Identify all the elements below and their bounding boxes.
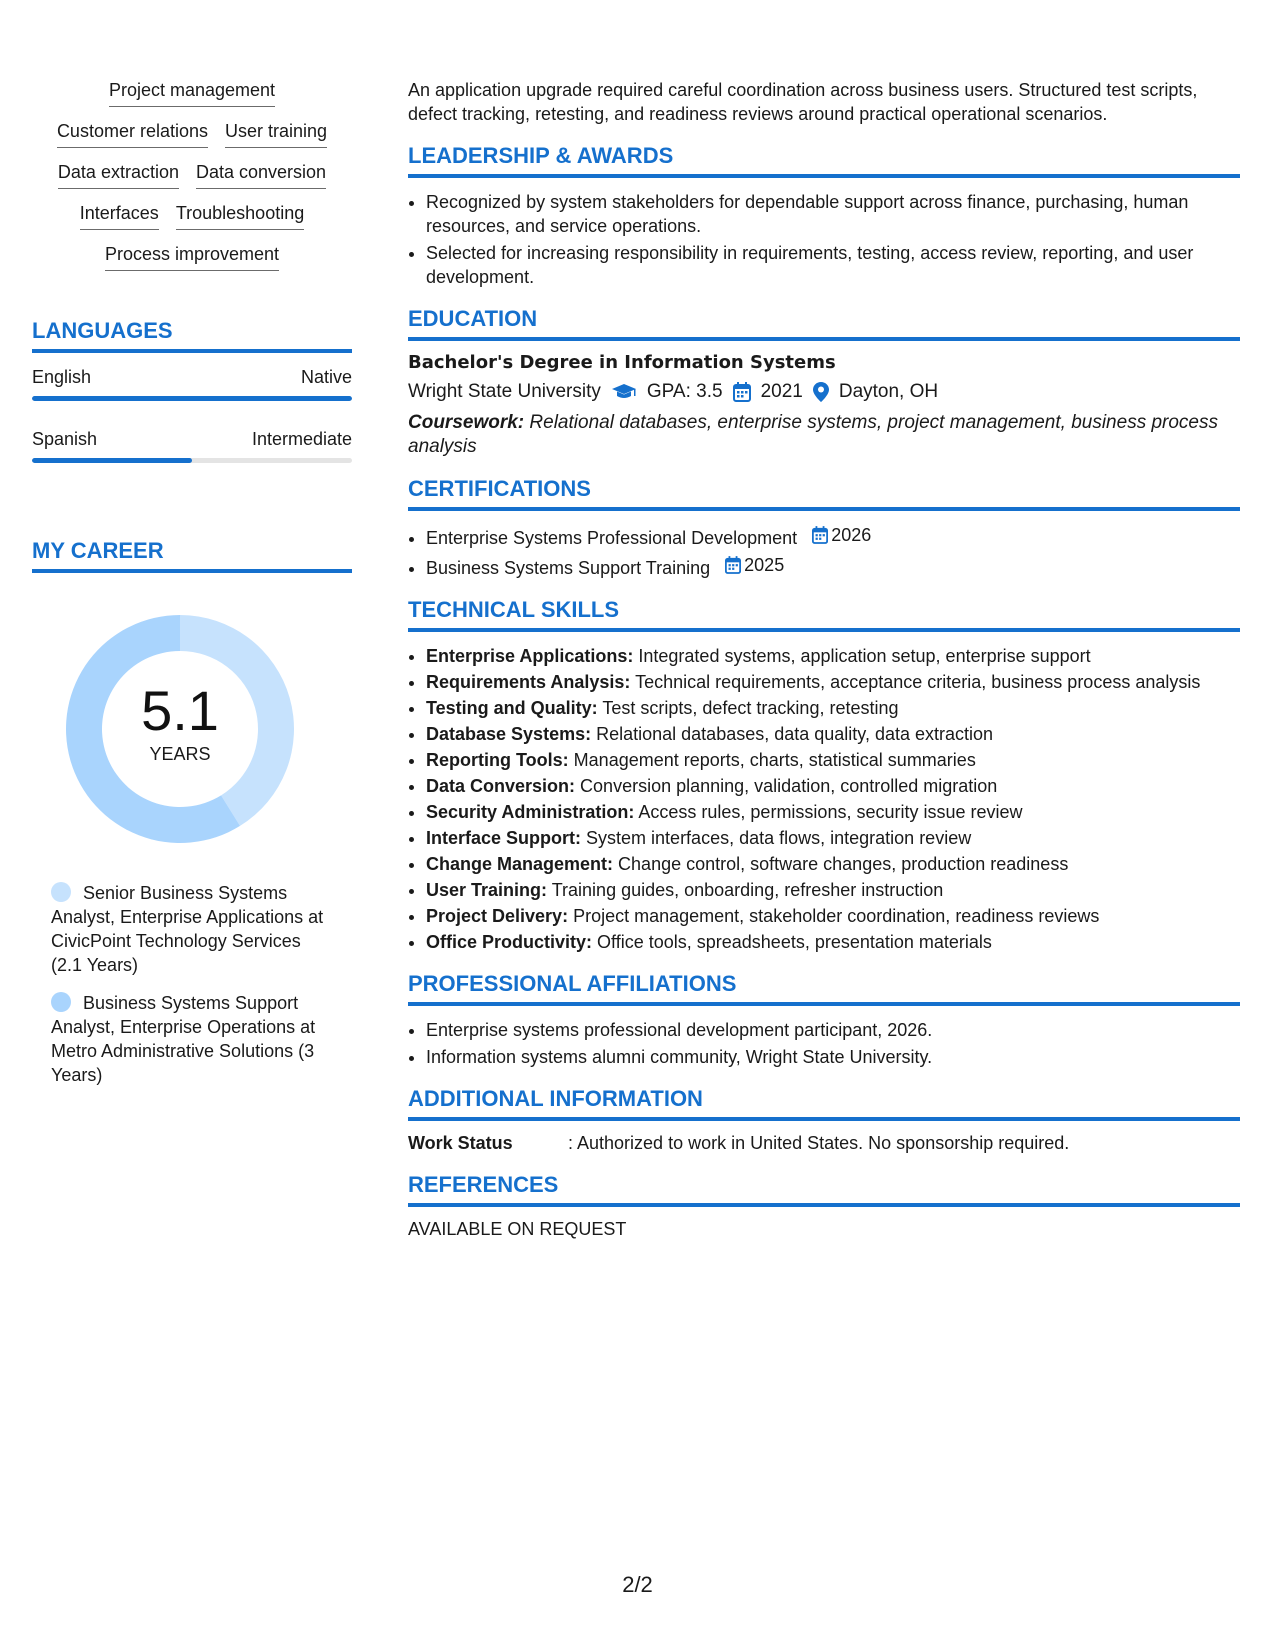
language-bar-fill xyxy=(32,458,192,463)
education-meta xyxy=(408,379,1240,405)
language-bar-fill xyxy=(32,396,352,401)
skill-chip: Data extraction xyxy=(58,160,179,189)
leadership-list xyxy=(408,190,1240,289)
certification-name: Enterprise Systems Professional Development xyxy=(426,528,798,548)
skill-item xyxy=(426,774,1240,798)
certification-name: Business Systems Support Training xyxy=(426,558,711,578)
skill-label: Interface Support: xyxy=(426,828,582,848)
certification-item xyxy=(426,553,1240,580)
skill-label: Data Conversion: xyxy=(426,776,576,796)
graduation-year: 2021 xyxy=(760,381,803,402)
coursework-text: Relational databases, enterprise systems, project management, business process analysis xyxy=(408,412,1218,457)
calendar-icon xyxy=(812,526,828,544)
chip-row xyxy=(58,160,326,189)
career-total: 5.1 xyxy=(141,679,219,742)
language-level: Native xyxy=(300,367,352,387)
career-donut xyxy=(66,615,294,843)
chip-row xyxy=(57,119,327,148)
skill-label: Enterprise Applications: xyxy=(426,646,634,666)
languages-title: LANGUAGES xyxy=(32,317,352,353)
skill-label: Project Delivery: xyxy=(426,906,569,926)
graduation-cap-icon xyxy=(611,383,637,401)
school: Wright State University xyxy=(408,381,601,402)
skill-text: Training guides, onboarding, refresher instruction xyxy=(551,880,944,900)
leadership-title: LEADERSHIP & AWARDS xyxy=(408,142,1240,178)
certification-item xyxy=(426,523,1240,550)
skill-label: Security Administration: xyxy=(426,802,635,822)
language-name: English xyxy=(32,367,92,387)
skill-chip: Customer relations xyxy=(57,119,208,148)
references-text: AVAILABLE ON REQUEST xyxy=(408,1219,627,1239)
skill-text: System interfaces, data flows, integration review xyxy=(586,828,972,848)
skill-text: Conversion planning, validation, controlled migration xyxy=(580,776,998,796)
location-pin-icon xyxy=(813,382,829,402)
skill-chip: Interfaces xyxy=(80,201,159,230)
skill-label: Testing and Quality: xyxy=(426,698,598,718)
language-bar xyxy=(32,396,352,401)
skill-text: Access rules, permissions, security issue review xyxy=(638,802,1023,822)
skill-item xyxy=(426,930,1240,954)
gpa: GPA: 3.5 xyxy=(646,381,723,402)
skill-item xyxy=(426,696,1240,720)
affiliations-list xyxy=(408,1018,1240,1069)
technical-skills-section xyxy=(408,596,1240,954)
legend-dot xyxy=(51,992,71,1012)
skill-text: Office tools, spreadsheets, presentation materials xyxy=(597,932,992,952)
skill-label: Reporting Tools: xyxy=(426,750,569,770)
list-item: • Selected for increasing responsibility in requirements, testing, access review, reporting, and user development. xyxy=(426,241,1240,289)
education-section xyxy=(408,305,1240,459)
skill-item xyxy=(426,904,1240,928)
skill-label: Requirements Analysis: xyxy=(426,672,631,692)
skill-item xyxy=(426,878,1240,902)
skill-chip: Data conversion xyxy=(196,160,326,189)
additional-info-title: ADDITIONAL INFORMATION xyxy=(408,1085,1240,1121)
technical-skills-title: TECHNICAL SKILLS xyxy=(408,596,1240,632)
donut-center xyxy=(66,681,294,765)
page-number: 2/2 xyxy=(622,1572,653,1597)
skill-chips xyxy=(32,78,352,271)
legend-item xyxy=(51,881,331,977)
language-level: Intermediate xyxy=(251,429,352,449)
language-bar xyxy=(32,458,352,463)
additional-info-section xyxy=(408,1085,1240,1155)
skill-text: Technical requirements, acceptance criteria, business process analysis xyxy=(635,672,1201,692)
leadership-section xyxy=(408,142,1240,289)
career-title: MY CAREER xyxy=(32,537,352,573)
skill-item xyxy=(426,826,1240,850)
legend-dot xyxy=(51,882,71,902)
location: Dayton, OH xyxy=(838,381,939,402)
calendar-icon xyxy=(725,556,741,574)
skill-label: Database Systems: xyxy=(426,724,592,744)
chip-row xyxy=(105,242,279,271)
technical-skills-list xyxy=(408,644,1240,954)
list-item: • Recognized by system stakeholders for dependable support across finance, purchasing, human resources, and service operations. xyxy=(426,190,1240,238)
calendar-icon xyxy=(733,382,751,402)
skill-chip: User training xyxy=(225,119,327,148)
skill-text: Project management, stakeholder coordination, readiness reviews xyxy=(573,906,1100,926)
career-unit: YEARS xyxy=(149,744,211,764)
career-legend xyxy=(51,881,331,1087)
skill-text: Relational databases, data quality, data extraction xyxy=(596,724,994,744)
chip-row xyxy=(80,201,304,230)
work-status-row xyxy=(408,1131,1240,1155)
skill-label: Change Management: xyxy=(426,854,614,874)
legend-label: Business Systems Support Analyst, Enterprise Operations at Metro Administrative Solutions (3 Years) xyxy=(51,993,316,1085)
language-item xyxy=(32,365,352,401)
certification-date xyxy=(725,553,784,577)
skill-item xyxy=(426,722,1240,746)
right-column xyxy=(408,78,1240,1257)
affiliations-section xyxy=(408,970,1240,1069)
certification-year: 2026 xyxy=(831,525,872,545)
skill-chip: Troubleshooting xyxy=(176,201,304,230)
certifications-list xyxy=(408,523,1240,580)
list-item: • Enterprise systems professional development participant, 2026. xyxy=(426,1018,1240,1042)
certifications-section xyxy=(408,475,1240,580)
work-status-label: Work Status xyxy=(408,1133,513,1153)
skill-item xyxy=(426,800,1240,824)
skill-text: Test scripts, defect tracking, retesting xyxy=(602,698,899,718)
language-name: Spanish xyxy=(32,429,98,449)
references-section xyxy=(408,1171,1240,1241)
skill-text: Integrated systems, application setup, enterprise support xyxy=(638,646,1091,666)
skill-text: Management reports, charts, statistical summaries xyxy=(573,750,976,770)
skill-chip: Process improvement xyxy=(105,242,279,271)
coursework-label: Coursework: xyxy=(408,412,525,433)
legend-item xyxy=(51,991,331,1087)
skill-item xyxy=(426,748,1240,772)
degree: Bachelor's Degree in Information Systems xyxy=(408,352,836,373)
skill-chip: Project management xyxy=(109,78,275,107)
certifications-title: CERTIFICATIONS xyxy=(408,475,1240,511)
chip-row xyxy=(109,78,275,107)
list-item: • Information systems alumni community, Wright State University. xyxy=(426,1045,1240,1069)
skill-label: Office Productivity: xyxy=(426,932,593,952)
left-column xyxy=(32,78,352,1087)
certification-date xyxy=(812,523,871,547)
summary-text: An application upgrade required careful coordination across business users. Structured test scripts, defect tracking, retesting, and readiness reviews around practical operational scenarios. xyxy=(408,80,1198,124)
skill-item xyxy=(426,644,1240,668)
skill-item xyxy=(426,670,1240,694)
language-item xyxy=(32,427,352,463)
affiliations-title: PROFESSIONAL AFFILIATIONS xyxy=(408,970,1240,1006)
skill-item xyxy=(426,852,1240,876)
work-status-value: : Authorized to work in United States. No sponsorship required. xyxy=(568,1133,1070,1153)
skill-label: User Training: xyxy=(426,880,548,900)
skill-text: Change control, software changes, production readiness xyxy=(618,854,1069,874)
references-title: REFERENCES xyxy=(408,1171,1240,1207)
coursework xyxy=(408,411,1240,459)
education-title: EDUCATION xyxy=(408,305,1240,341)
legend-label: Senior Business Systems Analyst, Enterprise Applications at CivicPoint Technology Services (2.1 Years) xyxy=(51,883,324,975)
certification-year: 2025 xyxy=(744,555,785,575)
